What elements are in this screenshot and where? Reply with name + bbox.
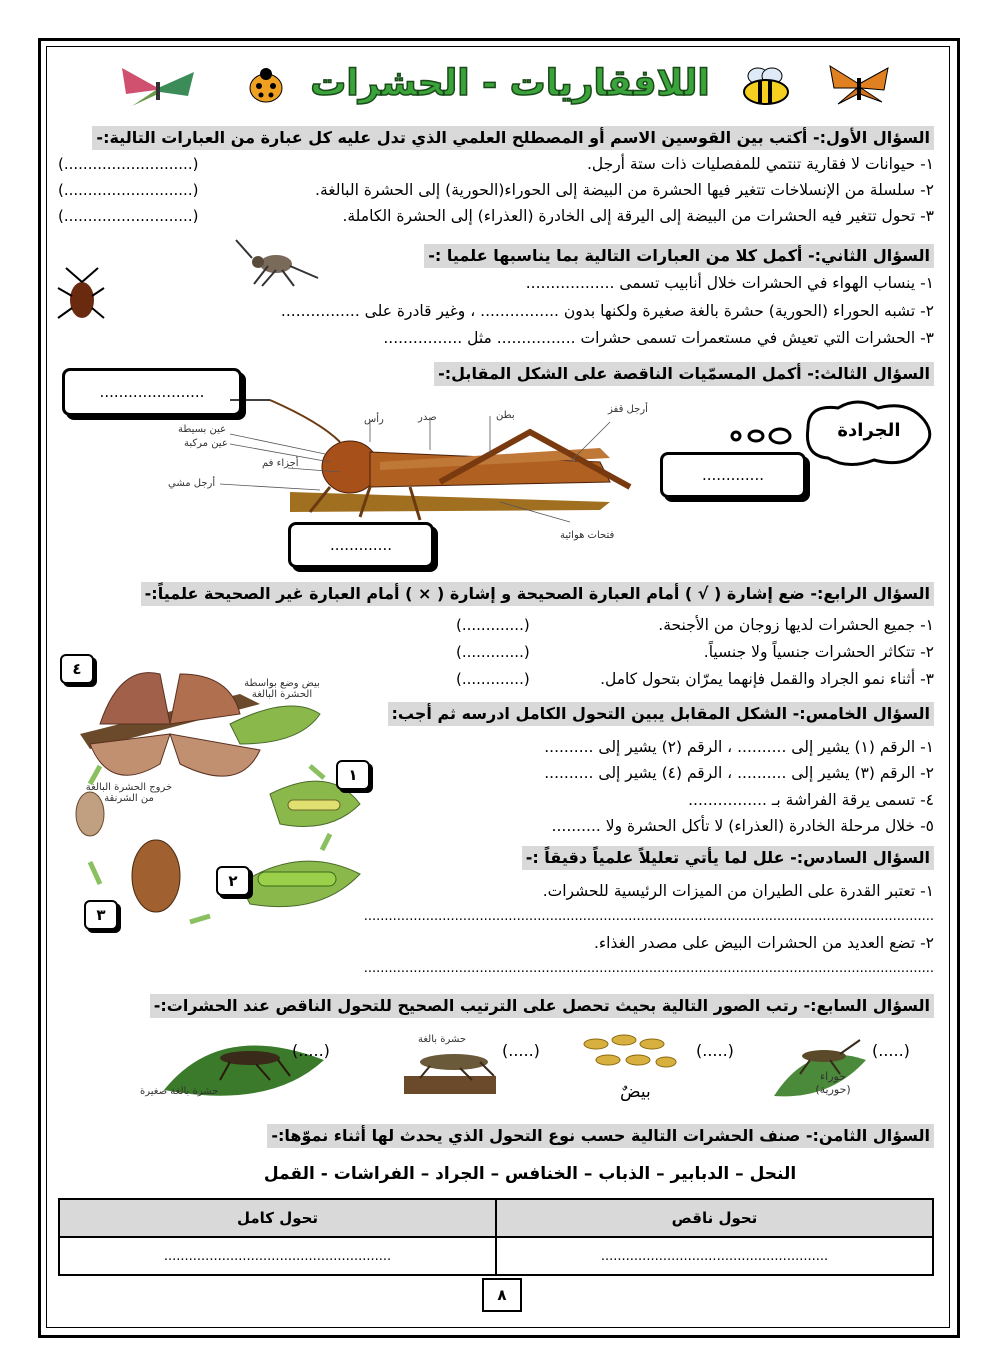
page-number: ٨ [482,1278,522,1312]
lifecycle-label-eggs: بيض وضع بواسطة الحشرة البالغة [244,678,320,700]
q2-heading [424,244,934,268]
q1-item-2: ٢- سلسلة من الإنسلاخات تتغير فيها الحشرة من البيضة إلى الحوراء(الحورية) إلى الحشرة البالغة. [315,181,934,199]
q7-blank-4[interactable]: (.....) [872,1041,910,1060]
q5-heading [388,702,934,726]
q2-item-1: ١- ينساب الهواء في الحشرات خلال أنابيب تسمى .................. [525,274,934,292]
q4-answer-2[interactable]: (.............) [456,643,530,661]
q7-text: رتب الصور التالية بحيث تحصل على الترتيب الصحيح للتحول الناقص عند الحشرات:- [153,996,798,1015]
lifecycle-num-1: ١ [336,760,370,790]
q6-label: السؤال السادس:- [790,848,930,867]
q7-caption-nymph: حوراء (حورية) [815,1070,851,1096]
q5-item-4: ٤- تسمى يرقة الفراشة بـ ................ [688,791,934,809]
q8-answer-complete[interactable]: ....................................................... [59,1237,496,1275]
q3-label-hind-legs: أرجل قفز [608,404,648,415]
q7-image-adult [400,1036,500,1096]
q3-label-head: رأس [364,414,384,425]
q4-label: السؤال الرابع:- [810,584,930,603]
q4-item-1: ١- جميع الحشرات لديها زوجان من الأجنحة. [658,616,934,634]
q6-heading [522,846,934,870]
q3-label-thorax: صدر [418,412,437,423]
q5-item-5: ٥- خلال مرحلة الخادرة (العذراء) لا تأكل الحشرة ولا .......... [551,817,934,835]
bee-icon [736,66,798,106]
q3-label-compound-eye: عين مركبة [184,438,228,449]
q7-blank-1[interactable]: (.....) [292,1041,330,1060]
q1-answer-1[interactable]: (...........................) [58,155,199,173]
q1-heading [92,126,934,150]
q4-item-3: ٣- أثناء نمو الجراد والقمل فإنهما يمرّان بتحول كامل. [600,670,934,688]
q3-cloud-text: الجرادة [837,420,901,441]
q7-caption-eggs: بيضٌ [620,1082,651,1102]
page-title: اللافقاريات - الحشرات [310,63,710,104]
q7-label: السؤال السابع:- [803,996,930,1015]
q4-text: ضع إشارة ( √ ) أمام العبارة الصحيحة و إشارة ( × ) أمام العبارة غير الصحيحة علمياً:- [144,584,805,603]
butterfly-green-icon [118,64,200,108]
bug-icon [232,236,324,288]
q3-blank-box-legs[interactable]: ............. [288,522,434,568]
q7-heading [150,994,934,1018]
q1-text: أكتب بين القوسين الاسم أو المصطلح العلمي الذي تدل عليه كل عبارة من العبارات التالية:- [96,128,808,147]
q4-answer-3[interactable]: (.............) [456,670,530,688]
lifecycle-label-emerge: خروج الحشرة البالغة من الشرنقة [85,782,173,804]
q3-label-simple-eye: عين بسيطة [178,424,227,435]
q3-heading [434,362,934,386]
q3-blank-box-wings[interactable]: ............. [660,452,806,498]
q1-answer-2[interactable]: (...........................) [58,181,199,199]
q8-heading [267,1124,934,1148]
q8-text: صنف الحشرات التالية حسب نوع التحول الذي يحدث لها أثناء نموّها:- [271,1126,801,1145]
ladybug-icon [246,66,286,104]
q6-text: علل لما يأتي تعليلاً علمياً دقيقاً :- [525,848,785,867]
q7-blank-2[interactable]: (.....) [502,1041,540,1060]
q6-item-1: ١- تعتبر القدرة على الطيران من الميزات الرئيسية للحشرات. [542,882,934,900]
q5-label: السؤال الخامس:- [792,704,930,723]
lifecycle-num-3: ٣ [84,900,118,930]
q4-item-2: ٢- تتكاثر الحشرات جنسياً ولا جنسياً. [703,643,934,661]
q2-text: أكمل كلا من العبارات التالية بما يناسبها علميا :- [428,246,803,265]
q4-heading [141,582,934,606]
lifecycle-num-4: ٤ [60,654,94,684]
lifecycle-num-2: ٢ [216,866,250,896]
q8-answer-incomplete[interactable]: ....................................................... [496,1237,933,1275]
q2-label: السؤال الثاني:- [807,246,930,265]
q8-label: السؤال الثامن:- [805,1126,930,1145]
q7-blank-3[interactable]: (.....) [696,1041,734,1060]
q3-label-mouthparts: أجزاء فم [262,458,299,469]
q3-text: أكمل المسمّيات الناقصة على الشكل المقابل:- [438,364,802,383]
q8-col-incomplete: تحول ناقص [496,1199,933,1237]
monarch-butterfly-icon [826,62,892,108]
q3-label: السؤال الثالث:- [807,364,930,383]
q6-answer-2[interactable]: .......................................................................................................................................... [363,961,934,976]
q3-label-walking-legs: أرجل مشي [168,478,216,489]
q1-label: السؤال الأول:- [812,128,930,147]
q1-answer-3[interactable]: (...........................) [58,207,199,225]
q3-blank-box-antenna[interactable]: ...................... [62,368,242,416]
q3-label-abdomen: بطن [496,410,515,421]
q7-image-eggs [580,1030,680,1080]
q5-item-1: ١- الرقم (١) يشير إلى .......... ، الرقم (٢) يشير إلى .......... [544,738,934,756]
cockroach-icon [56,266,106,326]
q4-answer-1[interactable]: (.............) [456,616,530,634]
q2-item-2: ٢- تشبه الحوراء (الحورية) حشرة بالغة صغيرة ولكنها بدون ................ ، وغير قادرة على ................ [280,302,934,320]
q1-item-1: ١- حيوانات لا فقارية تنتمي للمفصليات ذات ستة أرجل. [586,155,934,173]
q7-caption-adult: حشرة بالغة [418,1034,467,1045]
q6-item-2: ٢- تضع العديد من الحشرات البيض على مصدر الغذاء. [593,934,934,952]
q5-text: الشكل المقابل يبين التحول الكامل ادرسه ثم أجب: [391,704,788,723]
q8-insect-list: النحل – الدبابير – الذباب – الخنافس – الجراد – الفراشات - القمل [263,1164,797,1184]
q1-item-3: ٣- تحول تتغير فيه الحشرات من البيضة إلى اليرقة إلى الخادرة (العذراء) إلى الحشرة الكاملة. [342,207,934,225]
q5-item-2: ٢- الرقم (٣) يشير إلى .......... ، الرقم (٤) يشير إلى .......... [544,764,934,782]
q8-classification-table [58,1198,934,1276]
q6-answer-1[interactable]: .......................................................................................................................................... [363,909,934,924]
q3-label-spiracles: فتحات هوائية [560,530,615,541]
q2-item-3: ٣- الحشرات التي تعيش في مستعمرات تسمى حشرات ................ مثل ................ [383,329,934,347]
q8-col-complete: تحول كامل [59,1199,496,1237]
q7-caption-small-adult: حشرة بالغة صغيرة [140,1086,219,1097]
